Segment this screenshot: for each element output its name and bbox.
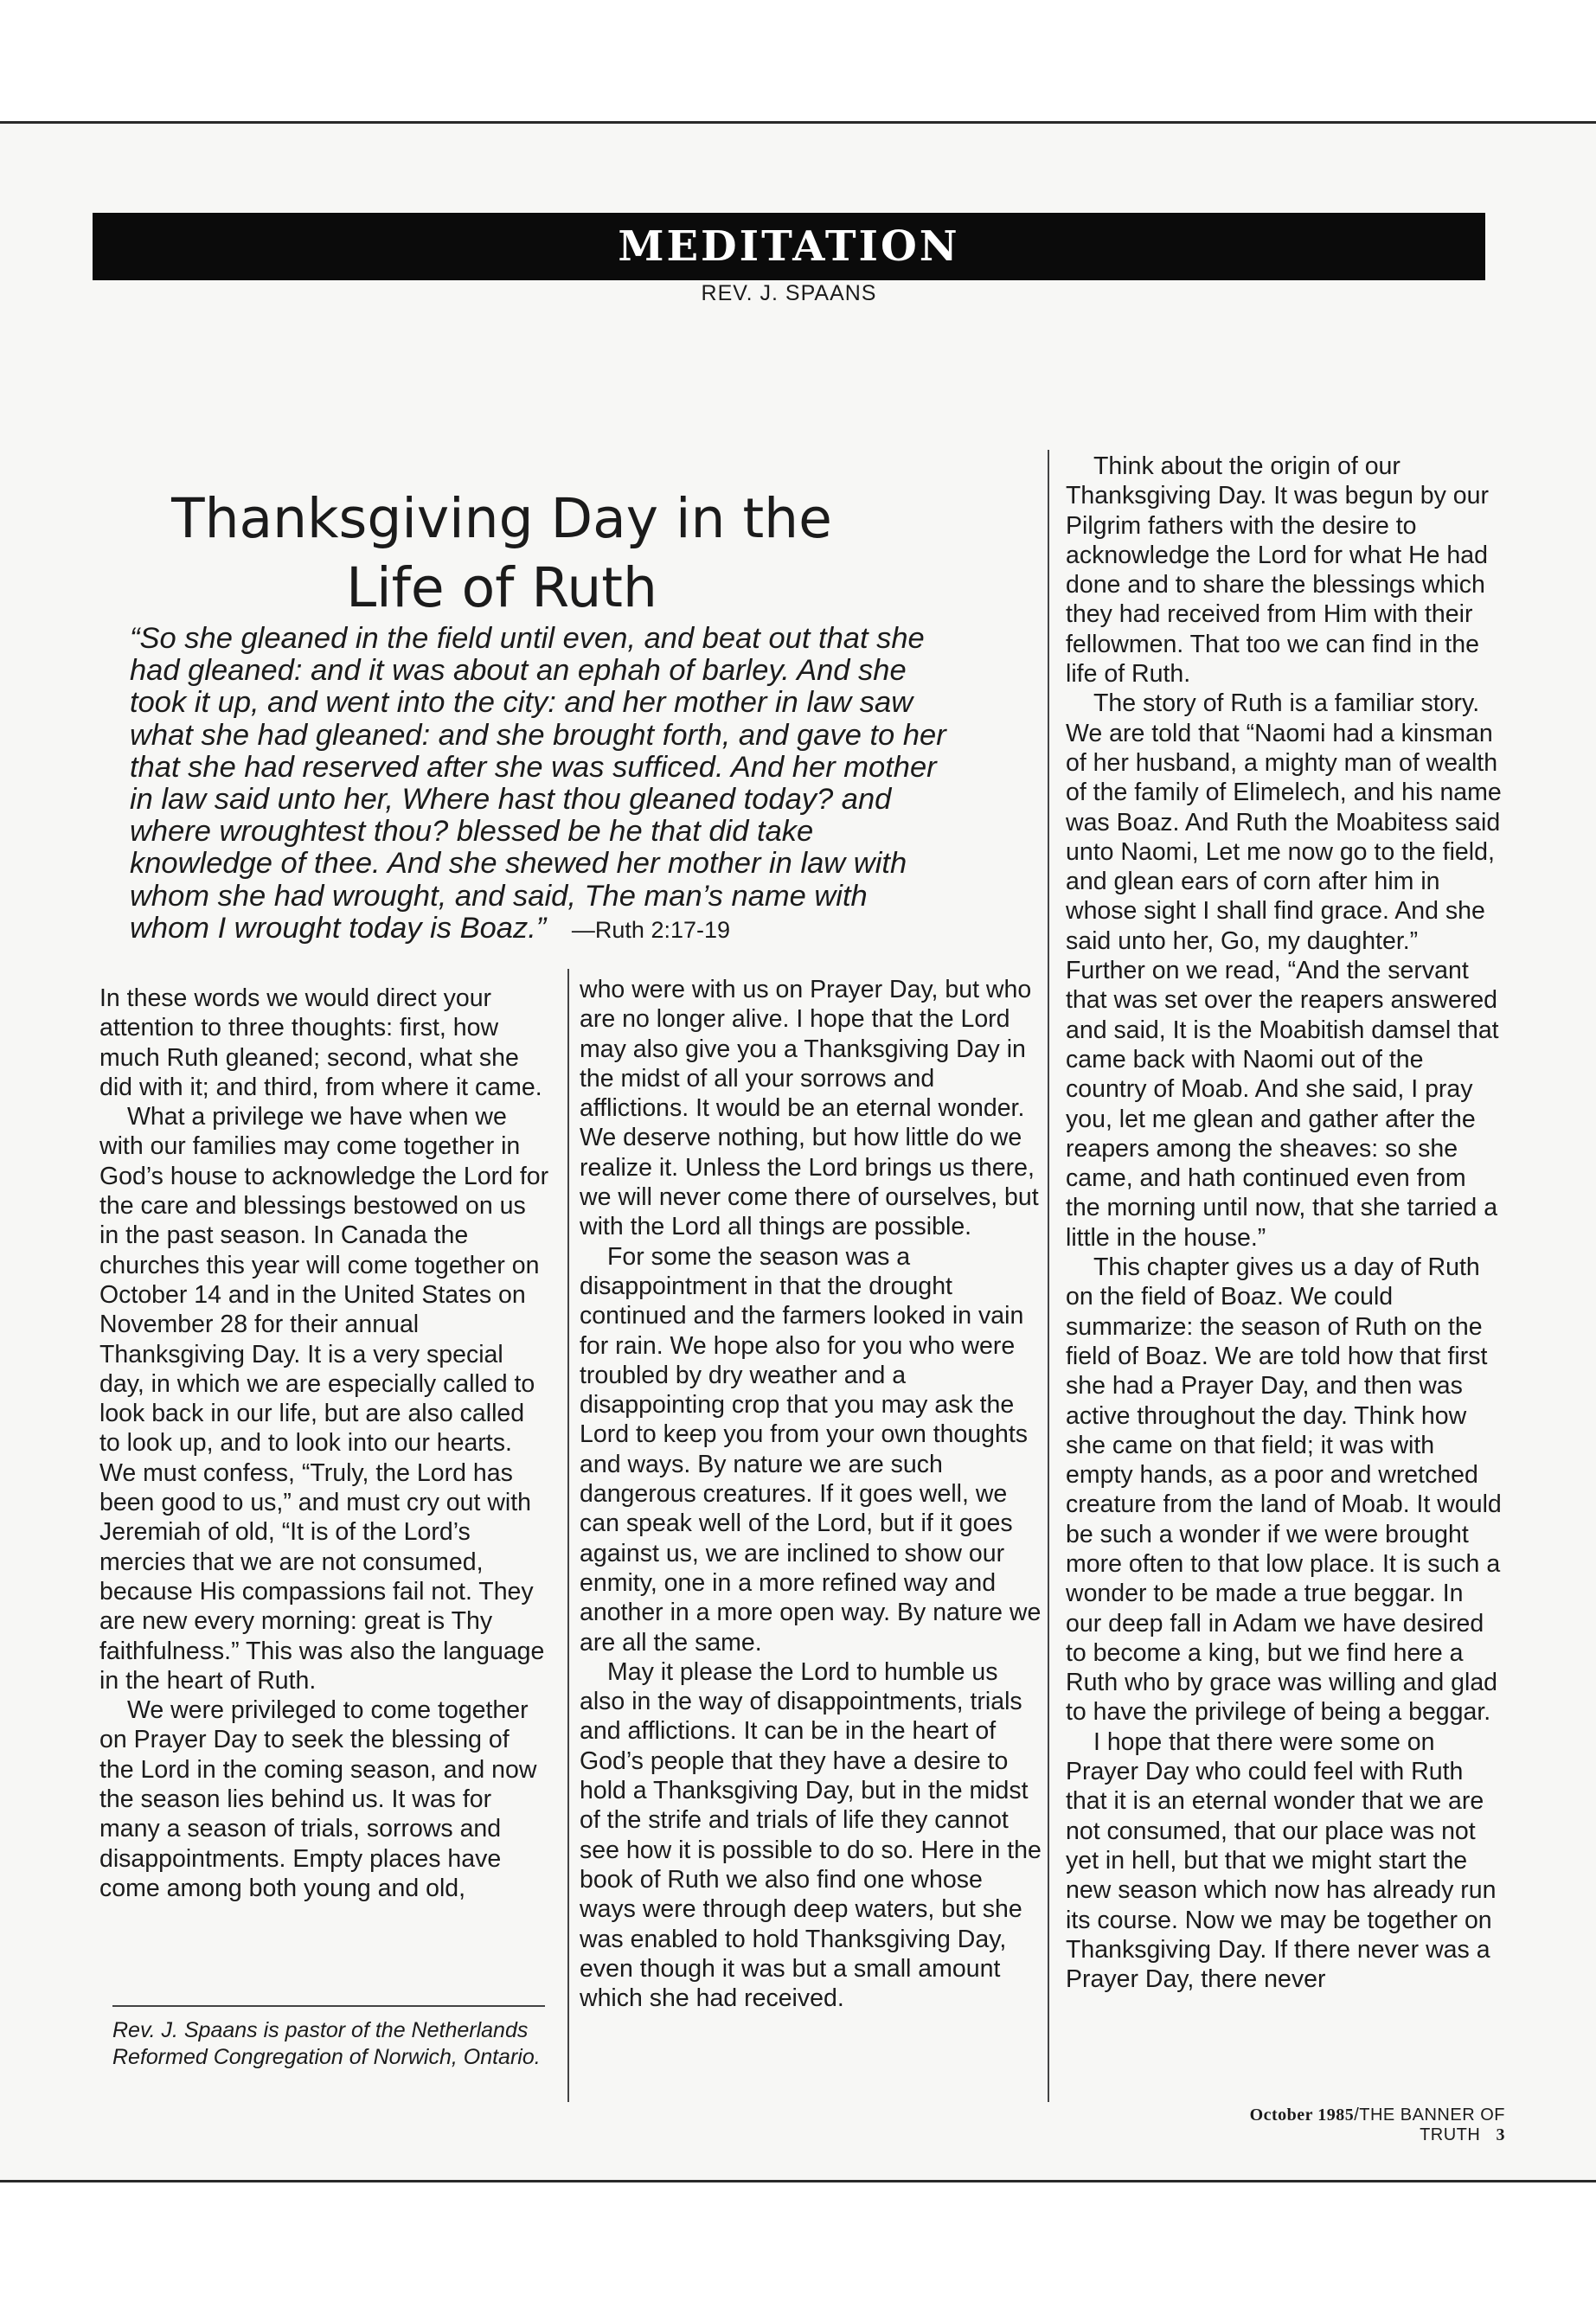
section-header-bar — [93, 213, 1485, 280]
footer-separator: / — [1354, 2106, 1360, 2125]
top-margin — [0, 0, 1596, 123]
paragraph: What a privilege we have when we with our families may come together in God’s house to acknowledge the Lord for the care and blessings bestowed on us in the past season. In Canada the churches this year will come together on October 14 and in the United States on November 28 for their annual Thanksgiving Day. It is a very special day, in which we are especially called to look back in our life, but are also called to look up, and to look into our hearts. We must confess, “Truly, the Lord has been good to us,” and must cry out with Jeremiah of old, “It is of the Lord’s mercies that we are not consumed, because His compassions fail not. They are new every morning: great is Thy faithfulness.” This was also the language in the heart of Ruth. — [99, 1103, 549, 1695]
author-byline: REV. J. SPAANS — [701, 281, 877, 305]
page-number: 3 — [1496, 2125, 1505, 2144]
paragraph: The story of Ruth is a familiar story. We are told that “Naomi had a kinsman of her husband, a mighty man of wealth of the family of Elimelech, and his name was Boaz. And Ruth the Moabitess said unto Naomi, Let me now go to the field, and glean ears of corn after him in whose sight I shall find grace. And she said unto her, Go, my daughter.” Further on we read, “And the servant that was set over the reapers answered and said, It is the Moabitish damsel that came back with Naomi out of the country of Moab. And she said, I pray you, let me glean and gather after the reapers among the sheaves: so she came, and hath continued even from the morning until now, that she tarried a little in the house.” — [1066, 689, 1502, 1252]
author-footnote: Rev. J. Spaans is pastor of the Netherlands Reformed Congregation of Norwich, Ontario. — [112, 2018, 541, 2069]
epigraph-text: “So she gleaned in the field until even, and beat out that she had gleaned: and it was about an ephah of barley. And she took it up, and went into the city: and her mother in law saw what she had gleaned: and she brought forth, and gave to her that she had reserved after she was sufficed. And her mother in law said unto her, Where hast thou gleaned today? and where wroughtest thou? blessed be he that did take knowledge of thee. And she shewed her mother in law with whom she had wrought, and said, The man’s name with whom I wrought today is Boaz.” — [130, 622, 946, 945]
paragraph: who were with us on Prayer Day, but who are no longer alive. I hope that the Lord may also give you a Thanksgiving Day in the midst of all your sorrows and afflictions. It would be an eternal wonder. We deserve nothing, but how little do we realize it. Unless the Lord brings us there, we will never come there of ourselves, but with the Lord all things are possible. — [580, 976, 1039, 1241]
column-divider — [1048, 450, 1049, 2102]
epigraph-reference: —Ruth 2:17-19 — [571, 916, 731, 943]
paragraph: May it please the Lord to humble us also in the way of disappointments, trials and afflictions. It can be in the heart of God’s people that they have a desire to hold a Thanksgiving Day, but in the midst of the strife and trials of life they cannot see how it is possible to do so. Here in the book of Ruth we also find one whose ways were through deep waters, but she was enabled to hold Thanksgiving Day, even though it was but a small amount which she had received. — [580, 1657, 1042, 2013]
magazine-name: THE BANNER OF TRUTH — [1359, 2106, 1505, 2144]
article-title — [164, 484, 839, 623]
section-title: MEDITATION — [618, 222, 960, 271]
footnote-rule — [112, 2005, 545, 2007]
scripture-epigraph — [130, 623, 952, 946]
column-divider — [567, 969, 569, 2102]
page-footer — [1159, 2106, 1505, 2145]
title-line-1: Thanksgiving Day in the — [171, 487, 832, 550]
paragraph: Think about the origin of our Thanksgiving Day. It was begun by our Pilgrim fathers with the desire to acknowledge the Lord for what He had done and to share the blessings which they had received from Him with their fellowmen. That too we can find in the life of Ruth. — [1066, 452, 1489, 689]
paragraph: This chapter gives us a day of Ruth on the field of Boaz. We could summarize: the season of Ruth on the field of Boaz. We are told how that first she had a Prayer Day, and then was active throughout the day. Think how she came on that field; it was with empty hands, as a poor and wretched creature from the land of Moab. It would be such a wonder if we were brought more often to that low place. It is such a wonder to be made a true beggar. In our deep fall in Adam we have desired to become a king, but we find here a Ruth who by grace was willing and glad to have the privilege of being a beggar. — [1066, 1253, 1502, 1727]
column-3 — [1066, 452, 1503, 1994]
paragraph: We were privileged to come together on Prayer Day to seek the blessing of the Lord in the coming season, and now the season lies behind us. It was for many a season of trials, sorrows and disappointments. Empty places have come among both young and old, — [99, 1696, 537, 1902]
paragraph: I hope that there were some on Prayer Day who could feel with Ruth that it is an eternal wonder that we are not consumed, that our place was not yet in hell, but that we might start the new season which now has already run its course. Now we may be together on Thanksgiving Day. If there never was a Prayer Day, there never — [1066, 1727, 1497, 1994]
column-2 — [580, 975, 1042, 2013]
title-line-2: Life of Ruth — [346, 556, 657, 619]
paragraph: In these words we would direct your attention to three thoughts: first, how much Ruth gleaned; second, what she did with it; and third, from where it came. — [99, 984, 542, 1101]
page-top-edge — [0, 121, 1596, 124]
issue-date: October 1985 — [1249, 2106, 1355, 2125]
paragraph: For some the season was a disappointment in that the drought continued and the farmers looked in vain for rain. We hope also for you who were troubled by dry weather and a disappointing crop that you may ask the Lord to keep you from your own thoughts and ways. By nature we are such dangerous creatures. If it goes well, we can speak well of the Lord, but if it goes against us, we are inclined to show our enmity, one in a more refined way and another in a more open way. By nature we are all the same. — [580, 1242, 1042, 1657]
column-1 — [99, 984, 549, 1903]
bottom-margin — [0, 2182, 1596, 2301]
